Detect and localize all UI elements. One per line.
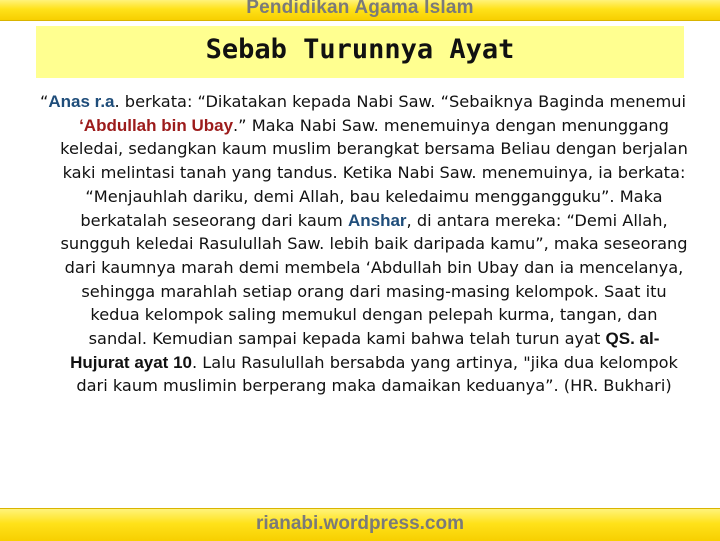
highlight-group: Anshar: [347, 210, 407, 230]
highlight-verse: QS. al-Hujurat ayat 10: [70, 329, 660, 372]
paragraph-segment: . berkata: “Dikatakan kepada Nabi Saw. “Sebaiknya Baginda menemui: [114, 92, 687, 111]
paragraph-segment: , di antara mereka: “Demi Allah, sungguh keledai Rasulullah Saw. lebih baik daripada kamu”, maka seseorang dari kaumnya marah demi membela ‘Abdullah bin Ubay dan ia mencelanya, sehingga marahlah setiap orang dari masing-masing kelompok. Saat itu kedua kelompok saling memukul dengan pelepah kurma, tangan, dan sandal. Kemudian sampai kepada kami bahwa telah turun ayat: [60, 210, 688, 349]
highlight-narrator: Anas r.a: [48, 92, 115, 111]
footer-url: rianabi.wordpress.com: [255, 513, 464, 534]
footer-bar: [0, 508, 720, 541]
slide-title: Sebab Turunnya Ayat: [205, 34, 515, 65]
body-paragraph: [39, 90, 688, 398]
highlight-name: ‘Abdullah bin Ubay: [79, 115, 234, 135]
paragraph-segment: . Lalu Rasulullah bersabda yang artinya, "jika dua kelompok dari kaum muslimin berperang maka damaikan keduanya”. (HR. Bukhari): [76, 352, 678, 396]
paragraph-segment: .” Maka Nabi Saw. menemuinya dengan menunggang keledai, sedangkan kaum muslim berangkat bersama Beliau dengan berjalan kaki melintasi tanah yang tandus. Ketika Nabi Saw. menemuinya, ia berkata: “Menjauhlah dariku, demi Allah, bau keledaimu menggangguku”. Maka berkatalah seseorang dari kaum: [60, 115, 688, 230]
title-banner: [36, 26, 684, 78]
header-title: Pendidikan Agama Islam: [246, 0, 474, 18]
paragraph-segment: “: [39, 92, 49, 111]
header-bar: [0, 0, 720, 21]
